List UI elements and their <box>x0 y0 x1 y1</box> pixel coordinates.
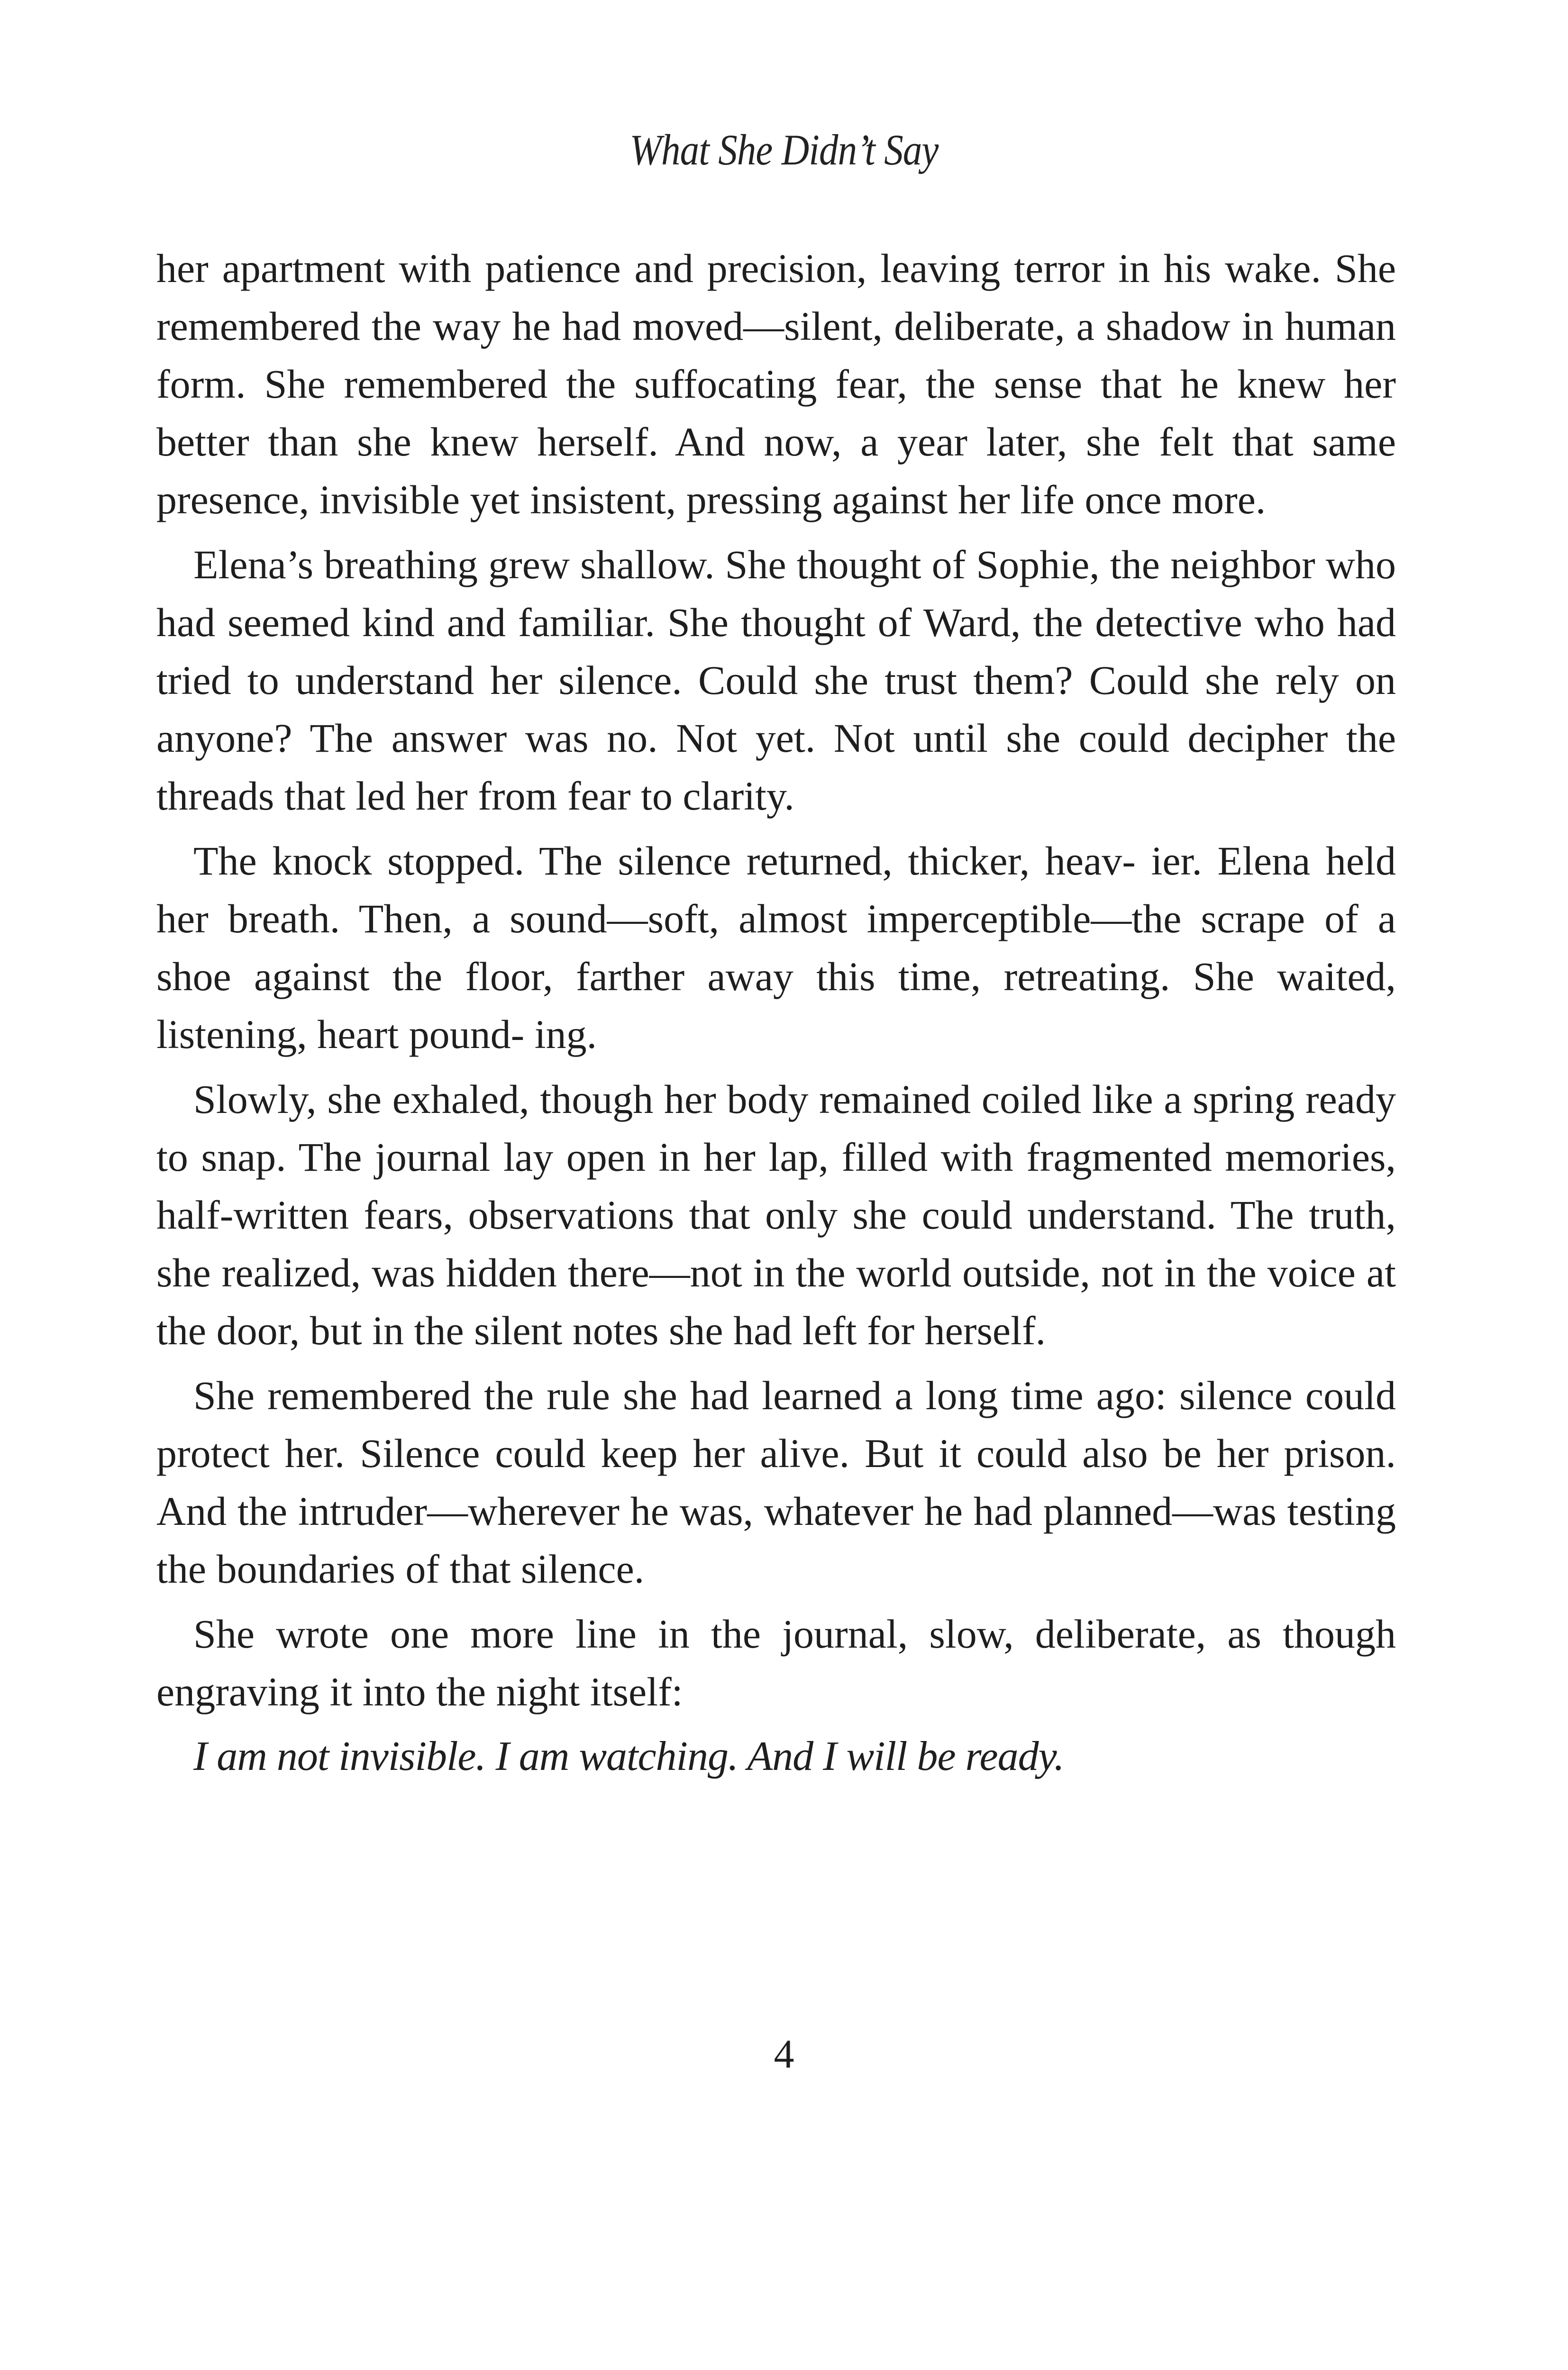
paragraph: Slowly, she exhaled, though her body remained coiled like a spring ready to snap. The journal lay open in her lap, filled with fragmented memories, half-written fears, observations that only she could understand. The truth, she realized, was hidden there—not in the world outside, not in the voice at the door, but in the silent notes she had left for herself. <box>156 1076 1396 1353</box>
page-number: 4 <box>774 2031 794 2077</box>
paragraph: her apartment with patience and precision, leaving terror in his wake. She remembered the way he had moved—silent, deliberate, a shadow in human form. She remembered the suffocating fear, the sense that he knew her better than she knew herself. And now, a year later, she felt that same presence, invisible yet insistent, pressing against her life once more. <box>156 246 1396 522</box>
paragraph: Elena’s breathing grew shallow. She thought of Sophie, the neighbor who had seemed kind and familiar. She thought of Ward, the detective who had tried to understand her silence. Could she trust them? Could she rely on anyone? The answer was no. Not yet. Not until she could decipher the threads that led her from fear to clarity. <box>156 542 1396 819</box>
body-text <box>156 239 1396 1786</box>
paragraph: She remembered the rule she had learned a long time ago: silence could protect her. Silence could keep her alive. But it could also be her prison. And the intruder—wherever he was, whatever he had planned—was testing the boundaries of that silence. <box>156 1373 1396 1592</box>
running-title: What She Didn’t Say <box>629 126 939 174</box>
italic-closing-line: I am not invisible. I am watching. And I will be ready. <box>193 1733 1064 1779</box>
paragraph: She wrote one more line in the journal, slow, deliberate, as though engraving it into the night itself: <box>156 1611 1396 1714</box>
paragraph: The knock stopped. The silence returned, thicker, heav- ier. Elena held her breath. Then, a sound—soft, almost imperceptible—the scrape of a shoe against the floor, farther away this time, retreating. She waited, listening, heart pound- ing. <box>156 838 1396 1057</box>
